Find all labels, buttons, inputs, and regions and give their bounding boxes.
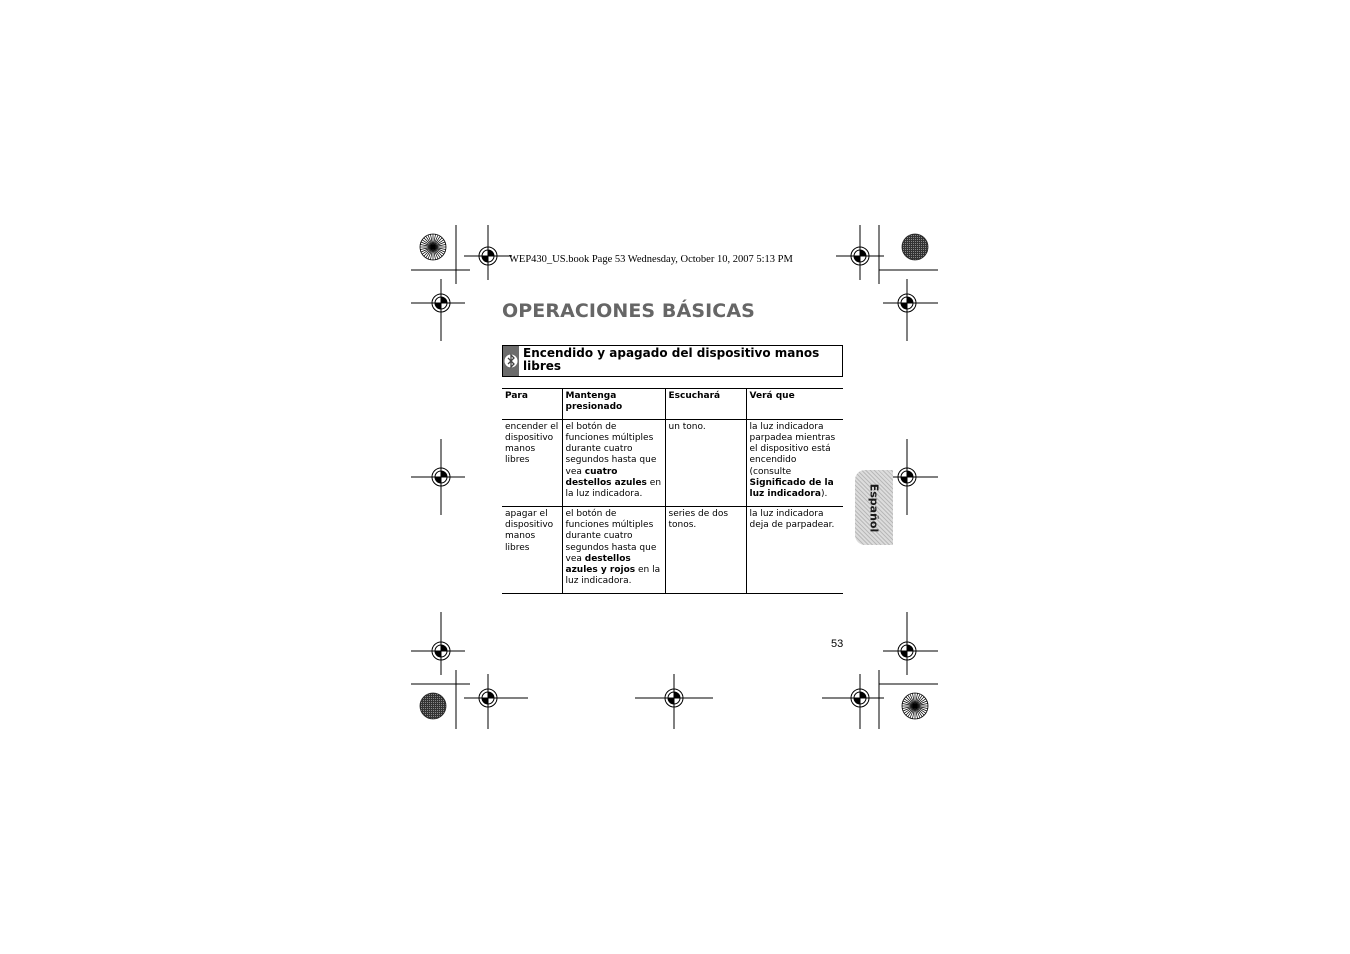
print-header: WEP430_US.book Page 53 Wednesday, October 10, 2007 5:13 PM: [509, 254, 793, 265]
cell-see-reference: Significado de la luz indicadora: [749, 478, 834, 500]
section-heading: [502, 345, 843, 377]
header-hear: Escuchará: [665, 389, 746, 420]
language-tab: [855, 470, 893, 545]
table-row: [502, 506, 843, 593]
cell-see-text: la luz indicadora parpadea mientras el dispositivo está encendido (consulte: [749, 421, 836, 477]
cell-see: [746, 419, 843, 506]
page-title: OPERACIONES BÁSICAS: [502, 300, 755, 322]
header-hold: Mantenga presionado: [562, 389, 665, 420]
header-see: Verá que: [746, 389, 843, 420]
bluetooth-icon: [503, 346, 519, 376]
table-row: [502, 419, 843, 506]
cell-hold-emphasis: cuatro destellos azules: [565, 466, 647, 489]
section-title: Encendido y apagado del dispositivo manos libres: [523, 346, 820, 373]
cell-hold-text: el botón de funciones múltiples durante cuatro segundos hasta que vea: [565, 508, 657, 564]
language-tab-label: Español: [867, 483, 881, 532]
header-para: Para: [502, 389, 562, 420]
cell-hold-text-end: en la luz indicadora.: [565, 565, 661, 587]
table-header-row: [502, 389, 843, 420]
cell-hold-emphasis: destellos azules y rojos: [565, 553, 636, 576]
cell-hold-text-end: en la luz indicadora.: [565, 478, 662, 500]
cell-hold-text: el botón de funciones múltiples durante cuatro segundos hasta que vea: [565, 421, 657, 477]
cell-hold: [562, 419, 665, 506]
operations-table: [502, 388, 843, 594]
cell-para: apagar el dispositivo manos libres: [502, 506, 562, 593]
cell-see-text-end: ).: [820, 489, 828, 500]
cell-see: la luz indicadora deja de parpadear.: [746, 506, 843, 593]
cell-hold: [562, 506, 665, 593]
page-number: 53: [831, 638, 844, 650]
cell-hear: series de dos tonos.: [665, 506, 746, 593]
cell-para: encender el dispositivo manos libres: [502, 419, 562, 506]
cell-hear: un tono.: [665, 419, 746, 506]
